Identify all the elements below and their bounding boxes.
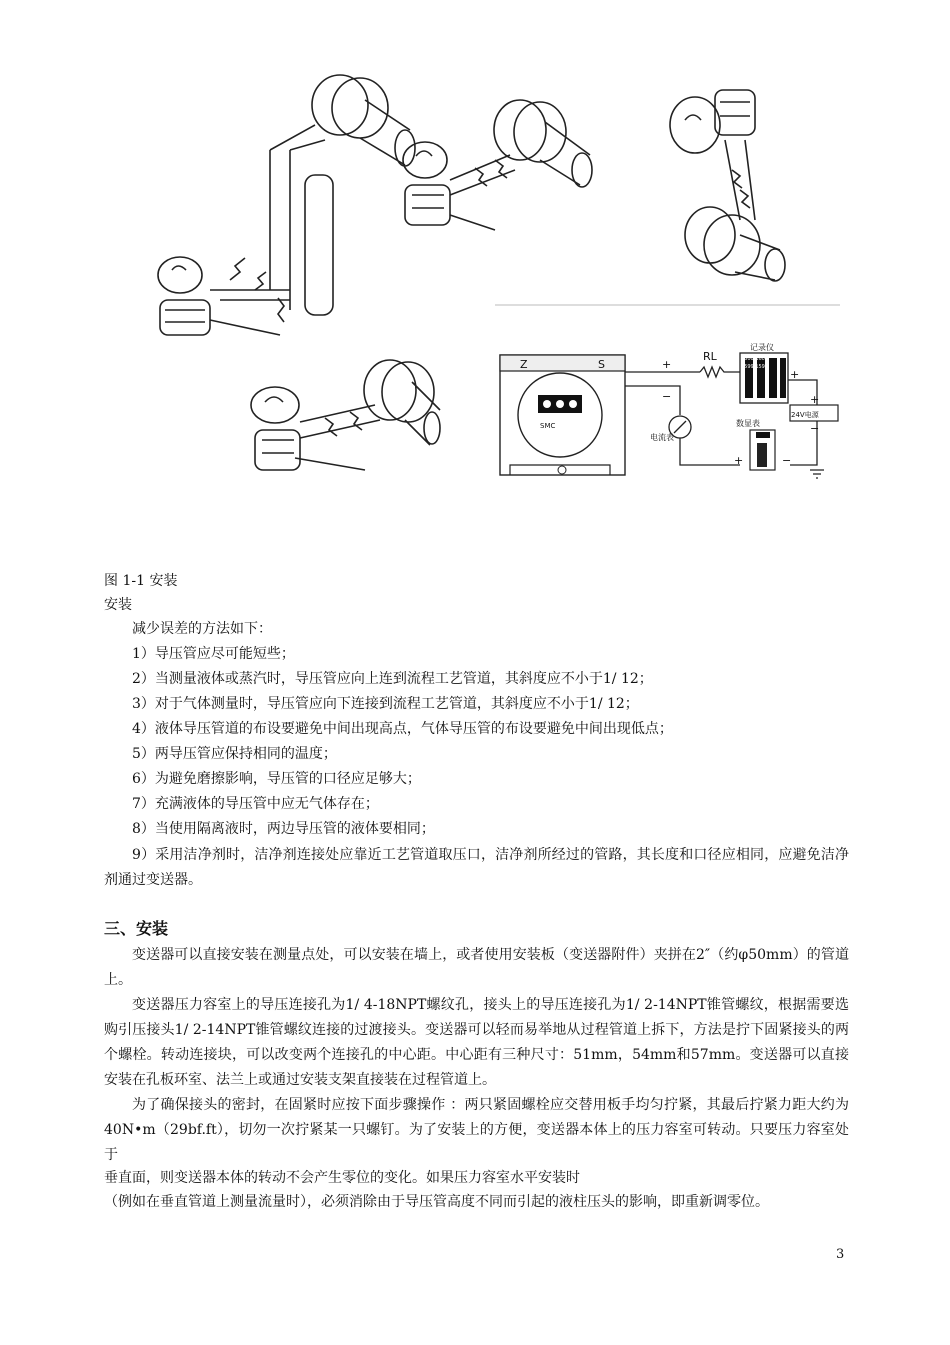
load-resistor xyxy=(700,367,740,377)
page-number: 3 xyxy=(836,1247,845,1262)
intro-text: 减少误差的方法如下： xyxy=(132,621,272,637)
list-item: 6）为避免磨擦影响，导压管的口径应足够大； xyxy=(132,771,421,787)
mounting-sketch-vertical xyxy=(670,90,785,281)
label-recorder: 记录仪 xyxy=(750,343,774,352)
label-minus-3: − xyxy=(782,454,792,467)
label-power: 24V电源 xyxy=(791,411,819,419)
section-title: 安装 xyxy=(104,597,132,613)
list-item: 1）导压管应尽可能短些； xyxy=(132,646,295,662)
recorder-digits-1: 1600 1600 xyxy=(741,356,769,362)
installation-drawings xyxy=(150,60,850,510)
label-minus-2: − xyxy=(810,422,820,435)
list-item: 2）当测量液体或蒸汽时，导压管应向上连到流程工艺管道，其斜度应不小于1/ 12； xyxy=(132,671,653,687)
label-ammeter: 电流表 xyxy=(650,433,674,442)
list-item: 5）两导压管应保持相同的温度； xyxy=(132,746,337,762)
label-resistor: RL xyxy=(703,350,717,363)
label-z: Z xyxy=(520,358,528,371)
heading-install: 三、安装 xyxy=(104,919,169,938)
label-digital-meter: 数显表 xyxy=(736,419,760,428)
mounting-sketch-horizontal xyxy=(251,360,440,470)
paragraph-3: 为了确保接头的密封，在固紧时应按下面步骤操作 ：两只紧固螺栓应交替用板手均匀拧紧，其最后拧紧力距大约为 40N•m（29bf.ft），切勿一次拧紧某一只螺钉。为了安装上的方便，变送器本体上的压力容室可转动。只要压力容室处于 xyxy=(104,1097,849,1163)
installation-figure xyxy=(150,60,850,510)
label-minus-1: − xyxy=(662,390,672,403)
list-item: 8）当使用隔离液时，两边导压管的液体要相同； xyxy=(132,821,435,837)
figure-caption: 图 1-1 安装 xyxy=(104,573,178,589)
label-plus-4: + xyxy=(734,454,744,467)
recorder-digits-2: 1599 1599 xyxy=(741,364,769,370)
paragraph-3-line: 垂直面，则变送器本体的转动不会产生零位的变化。如果压力容室水平安装时 xyxy=(104,1170,580,1186)
label-plus-1: + xyxy=(662,358,672,371)
list-item: 4）液体导压管道的布设要避免中间出现高点，气体导压管的布设要避免中间出现低点； xyxy=(132,721,673,737)
paragraph-1: 变送器可以直接安装在测量点处，可以安装在墙上，或者使用安装板（变送器附件）夹拼在2″（约φ50mm）的管道上。 xyxy=(104,947,849,988)
mounting-sketch-gas xyxy=(403,100,592,230)
label-plus-3: + xyxy=(810,393,820,406)
list-item: 9）采用洁净剂时，洁净剂连接处应靠近工艺管道取压口，洁净剂所经过的管路，其长度和口径应相同，应避免洁净剂通过变送器。 xyxy=(104,847,849,888)
label-brand: SMC xyxy=(540,422,556,430)
mounting-sketch-liquid xyxy=(158,75,415,335)
label-s: S xyxy=(598,358,605,371)
list-item: 3）对于气体测量时，导压管应向下连接到流程工艺管道，其斜度应不小于1/ 12； xyxy=(132,696,639,712)
list-item: 7）充满液体的导压管中应无气体存在； xyxy=(132,796,379,812)
paragraph-3-end: （例如在垂直管道上测量流量时），必须消除由于导压管高度不同而引起的液柱压头的影响，即重新调零位。 xyxy=(104,1194,769,1210)
paragraph-2: 变送器压力容室上的导压连接孔为1/ 4-18NPT螺纹孔，接头上的导压连接孔为1/ 2-14NPT锥管螺纹，根据需要选购引压接头1/ 2-14NPT锥管螺纹连接的过渡接头。变送器可以轻而易举地从过程管道上拆下，方法是拧下固紧接头的两个螺栓。转动连接块，可以改变两个连接孔的中心距。中心距有三种尺寸：51mm，54mm和57mm。变送器可以直接安装在孔板环室、法兰上或通过安装支架直接装在过程管道上。 xyxy=(104,997,849,1088)
label-plus-2: + xyxy=(790,368,800,381)
